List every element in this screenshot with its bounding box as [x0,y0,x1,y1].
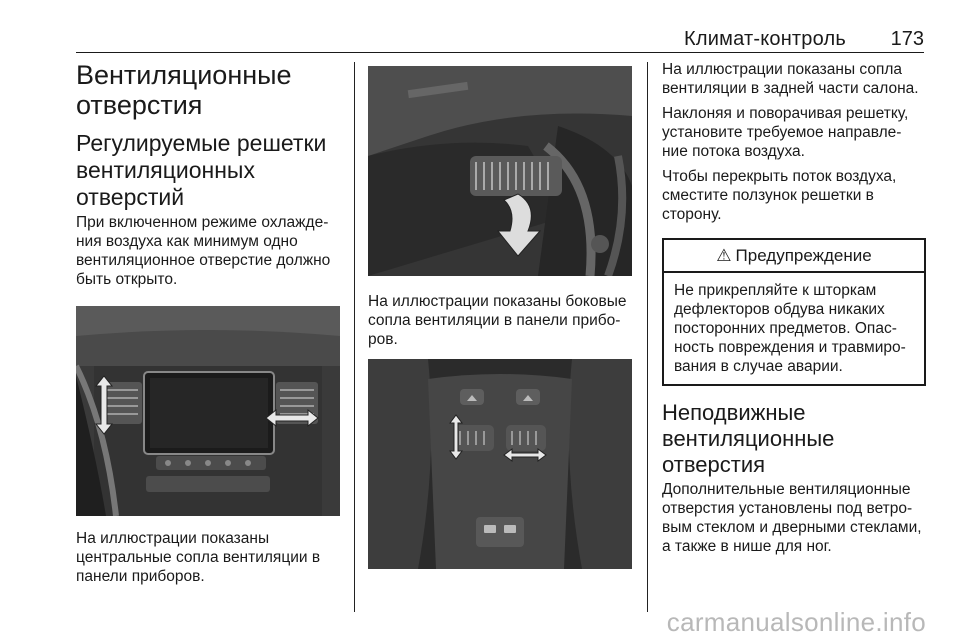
column-1 [76,60,340,586]
figure-side-vents [368,66,632,276]
paragraph-close: Чтобы перекрыть поток воздуха, сместите ползунок решетки в сторону. [662,168,897,223]
figure-rear-vents [368,359,632,569]
page-header [76,26,924,53]
subsection-heading: Регулируемые решетки вентиляционных отверстий [76,130,327,210]
paragraph-adjust: Наклоняя и поворачивая решетку, установите требуемое направле-ние потока воздуха. [662,105,909,160]
warning-title: Предупреждение [735,246,872,265]
column-divider [354,62,355,612]
section-heading: Вентиляционные отверстия [76,60,292,120]
column-divider [647,62,648,612]
warning-triangle-icon: ⚠ [716,246,732,265]
rear-vents-illustration [368,359,632,569]
column-2 [368,60,632,569]
watermark: carmanualsonline.info [666,607,926,637]
section-title: Климат-контроль [684,28,846,50]
figure-caption-side: На иллюстрации показаны боковые сопла вентиляции в панели прибо-ров. [368,293,627,348]
warning-body [664,273,924,384]
paragraph-rear-vents: На иллюстрации показаны сопла вентиляции в задней части салона. [662,61,919,97]
warning-text: Не прикрепляйте к шторкам дефлекторов обдува никаких посторонних предметов. Опас-ность повреждения и травмиро-вания в случае аварии. [674,282,906,375]
figure-caption-center: На иллюстрации показаны центральные сопла вентиляции в панели приборов. [76,530,321,585]
center-vents-illustration [76,306,340,516]
side-vents-illustration [368,66,632,276]
intro-paragraph: При включенном режиме охлажде-ния воздуха как минимум одно вентиляционное отверстие должно быть открыто. [76,214,331,288]
warning-header [664,240,924,273]
warning-box [662,238,926,386]
column-3 [662,60,926,556]
subsection-heading-fixed: Неподвижные вентиляционные отверстия [662,400,835,477]
paragraph-fixed-vents: Дополнительные вентиляционные отверстия установлены под ветро-вым стеклом и дверными стеклами, а также в нише для ног. [662,481,922,555]
figure-center-vents [76,306,340,516]
page-number: 173 [890,28,924,50]
